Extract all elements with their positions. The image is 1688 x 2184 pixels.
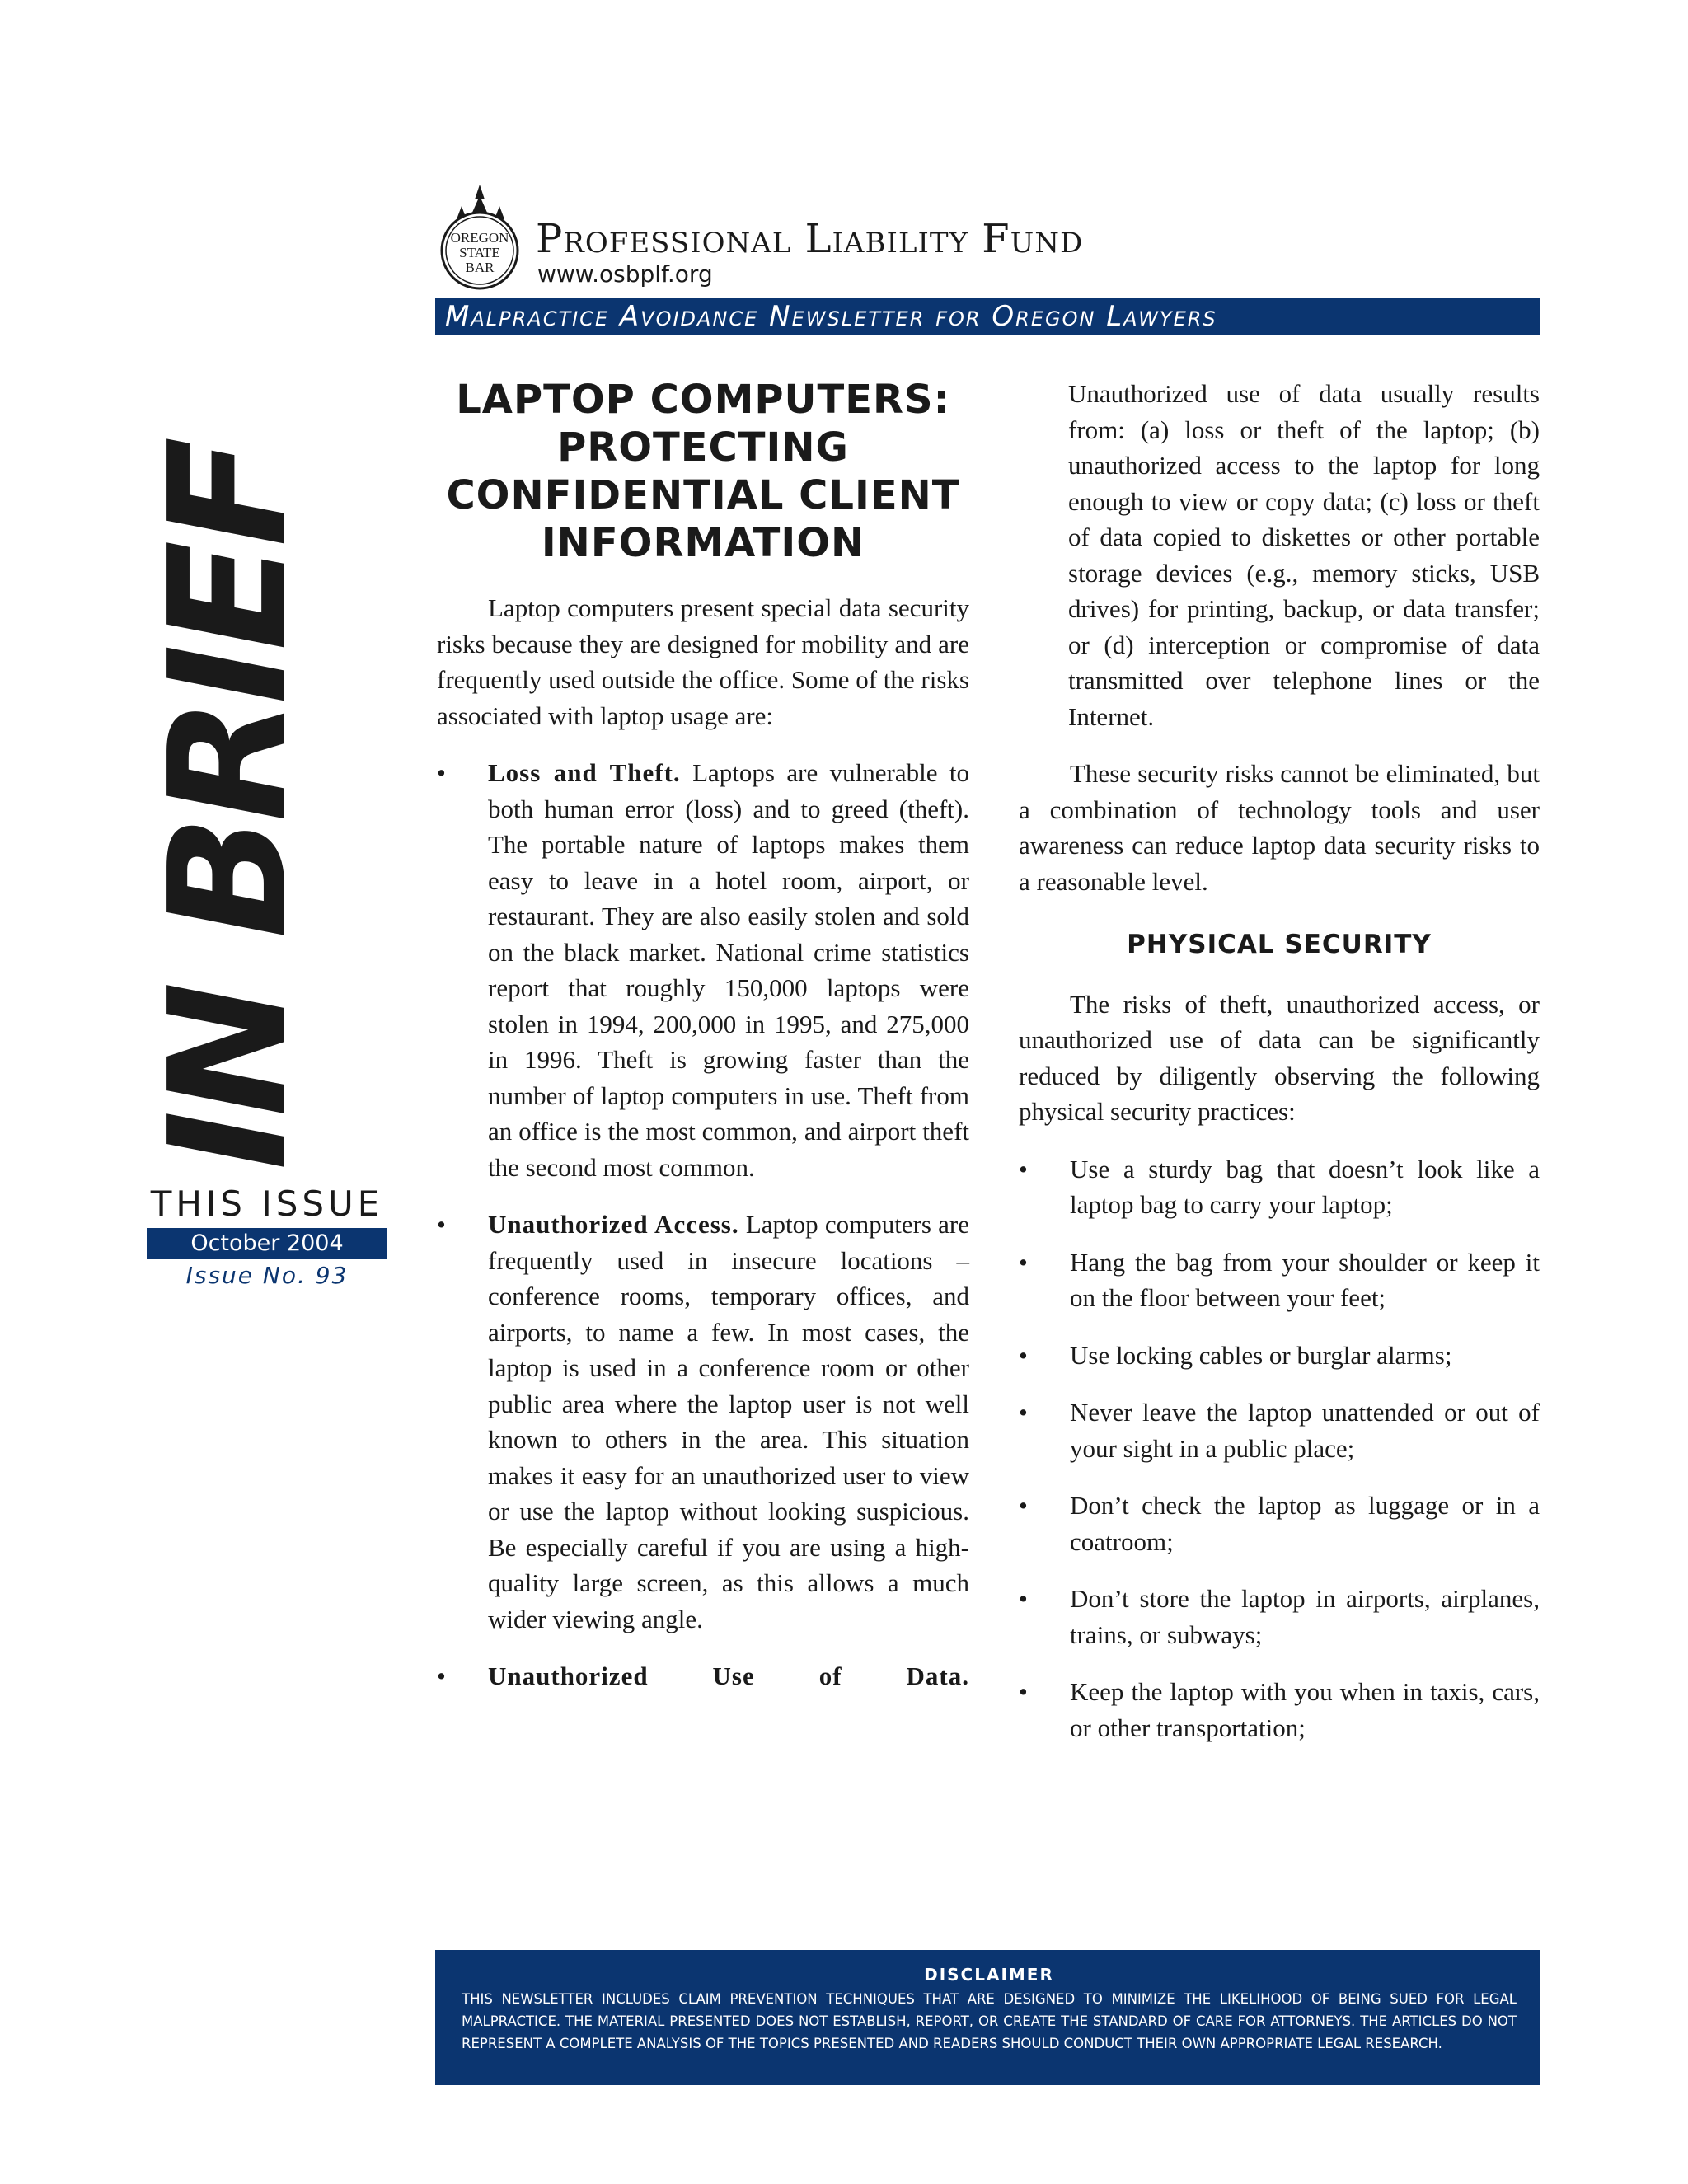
newsletter-title: IN BRIEF — [135, 443, 323, 1170]
seal-line-3: BAR — [465, 260, 495, 275]
bullet-icon: • — [1019, 1340, 1028, 1370]
practice-item — [1019, 1581, 1540, 1652]
bullet-icon: • — [437, 1661, 446, 1690]
issue-box — [147, 1183, 387, 1292]
section-intro: The risks of theft, unauthorized access, or unauthorized use of data can be significantly reduced by diligently observing the following physical security practices: — [1019, 989, 1540, 1126]
practice-text: Use a sturdy bag that doesn’t look like a laptop bag to carry your laptop; — [1070, 1154, 1540, 1219]
risk-label: Unauthorized Access. — [488, 1210, 739, 1239]
risk-item — [437, 755, 969, 1185]
bullet-icon: • — [1019, 1677, 1028, 1706]
practice-list — [1019, 1151, 1540, 1746]
practice-item — [1019, 1674, 1540, 1746]
practice-text: Keep the laptop with you when in taxis, cars, or other transportation; — [1070, 1677, 1540, 1742]
data-use-continued: Unauthorized use of data usually results from: (a) loss or theft of the laptop; (b) unauthorized access to the laptop for long enough to view or copy data; (c) loss or theft of data copied to diskettes or other portable storage devices (e.g., memory sticks, USB drives) for printing, backup, or data transfer; or (d) interception or compromise of data transmitted over telephone lines or the Internet. — [1068, 379, 1540, 731]
practice-item — [1019, 1151, 1540, 1223]
oregon-state-bar-seal-logo — [434, 181, 526, 290]
organization-name: Professional Liability Fund — [536, 216, 1084, 262]
seal-line-2: STATE — [459, 245, 500, 260]
risk-list — [437, 755, 969, 1694]
practice-item — [1019, 1338, 1540, 1374]
risk-item — [437, 1207, 969, 1637]
risk-summary: These security risks cannot be eliminated, but a combination of technology tools and user awareness can reduce laptop data security risks to a reasonable level. — [1019, 759, 1540, 896]
issue-date: October 2004 — [147, 1228, 387, 1259]
risk-text: Laptop computers are frequently used in insecure locations – conference rooms, temporary offices, and airports, to name a few. In most cases, the laptop is used in a conference room or other public area where the laptop user is not well known to others in the area. This situation makes it easy for an unauthorized user to view or use the laptop without looking suspicious. Be especially careful if you are using a high-quality large screen, as this allows a much wider viewing angle. — [488, 1210, 969, 1633]
newsletter-banner: Malpractice Avoidance Newsletter for Oregon Lawyers — [435, 298, 1540, 335]
bullet-icon: • — [437, 1210, 446, 1239]
bullet-icon: • — [437, 758, 446, 787]
article-title-line: INFORMATION — [541, 520, 865, 566]
risk-label: Loss and Theft. — [488, 758, 681, 787]
section-heading: PHYSICAL SECURITY — [1127, 930, 1432, 959]
bullet-icon: • — [1019, 1491, 1028, 1520]
practice-text: Don’t check the laptop as luggage or in a coatroom; — [1070, 1491, 1540, 1556]
issue-number: Issue No. 93 — [185, 1262, 349, 1289]
disclaimer-title: DISCLAIMER — [924, 1965, 1054, 1985]
article-title — [437, 376, 969, 567]
practice-text: Use locking cables or burglar alarms; — [1070, 1340, 1452, 1370]
practice-text: Never leave the laptop unattended or out of your sight in a public place; — [1070, 1398, 1540, 1463]
bullet-icon: • — [1019, 1247, 1028, 1277]
risk-item — [437, 1658, 969, 1694]
article-column-right — [1019, 376, 1540, 1767]
practice-item — [1019, 1394, 1540, 1466]
issue-heading: THIS ISSUE — [150, 1183, 384, 1224]
disclaimer-text: THIS NEWSLETTER INCLUDES CLAIM PREVENTION TECHNIQUES THAT ARE DESIGNED TO MINIMIZE THE LIKELIHOOD OF BEING SUED FOR LEGAL MALPRACTICE. THE MATERIAL PRESENTED DOES NOT ESTABLISH, REPORT, OR CREATE THE STANDARD OF CARE FOR ATTORNEYS. THE ARTICLES DO NOT REPRESENT A COMPLETE ANALYSIS OF THE TOPICS PRESENTED AND READERS SHOULD CONDUCT THEIR OWN APPROPRIATE LEGAL RESEARCH. — [462, 1991, 1517, 2051]
practice-text: Hang the bag from your shoulder or keep it on the floor between your feet; — [1070, 1247, 1540, 1312]
article-title-line: LAPTOP COMPUTERS: — [456, 377, 950, 423]
risk-text: Laptops are vulnerable to both human error (loss) and to greed (theft). The portable nature of laptops makes them easy to leave in a hotel room, airport, or restaurant. They are also easily stolen and sold on the black market. National crime statistics report that roughly 150,000 laptops were stolen in 1994, 200,000 in 1995, and 275,000 in 1996. Theft is growing faster than the number of laptop computers in use. Theft from an office is the most common, and airport theft the second most common. — [488, 758, 969, 1182]
practice-item — [1019, 1244, 1540, 1316]
risk-label: Unauthorized Use of Data. — [488, 1661, 969, 1690]
disclaimer-box — [435, 1950, 1540, 2085]
bullet-icon: • — [1019, 1154, 1028, 1183]
bullet-icon: • — [1019, 1584, 1028, 1613]
article-title-line: CONFIDENTIAL CLIENT — [446, 472, 960, 518]
practice-text: Don’t store the laptop in airports, airplanes, trains, or subways; — [1070, 1584, 1540, 1649]
bullet-icon: • — [1019, 1398, 1028, 1427]
article-title-line: PROTECTING — [557, 424, 849, 471]
organization-url: www.osbplf.org — [537, 260, 713, 288]
article-intro: Laptop computers present special data security risks because they are designed for mobility and are frequently used outside the office. Some of the risks associated with laptop usage are: — [437, 593, 969, 730]
article-column-left — [437, 376, 969, 1716]
seal-line-1: OREGON — [450, 230, 509, 246]
practice-item — [1019, 1488, 1540, 1559]
